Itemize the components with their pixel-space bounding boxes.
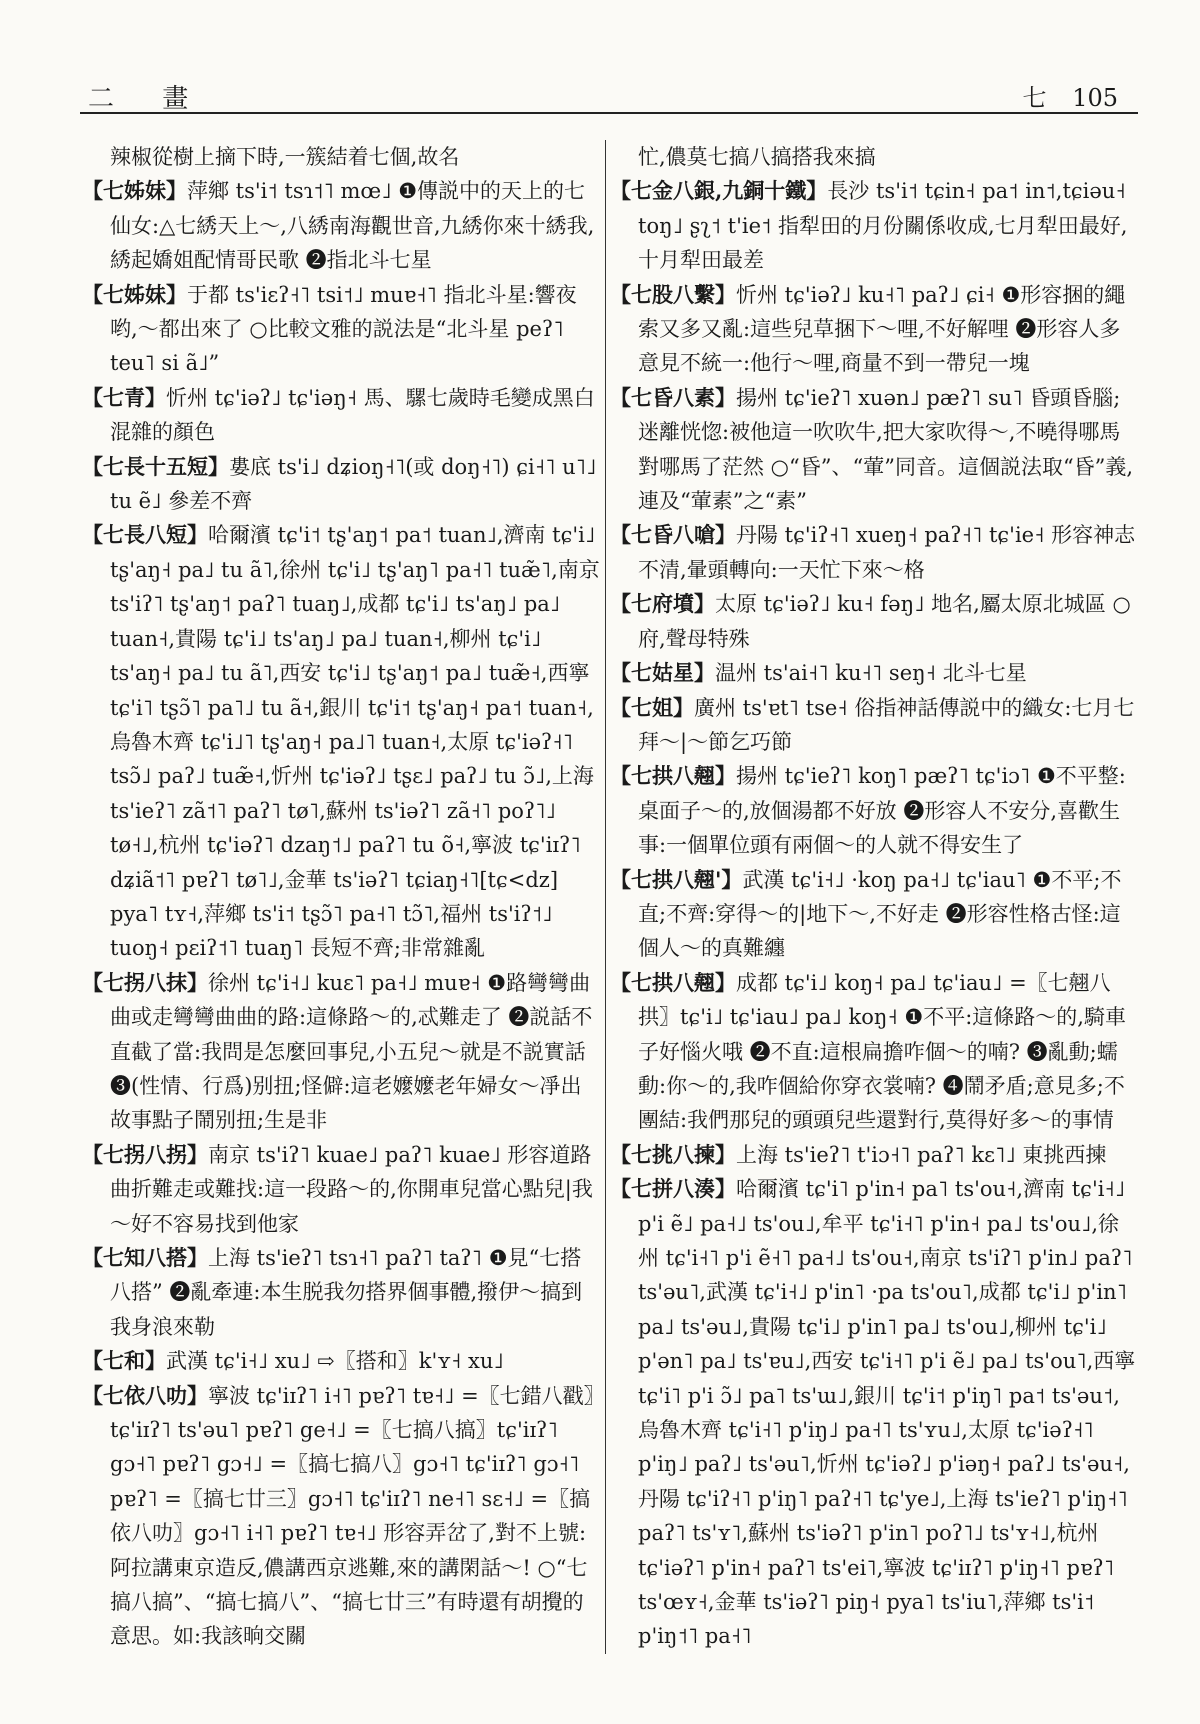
entry-headword: 【七姊妹】 <box>82 178 187 204</box>
column-divider <box>605 140 606 1654</box>
dictionary-entry <box>610 1172 1138 1654</box>
running-head <box>1023 78 1118 113</box>
entry-headword: 【七股八繫】 <box>610 281 736 307</box>
dictionary-entry <box>610 691 1138 760</box>
dictionary-entry <box>610 759 1138 862</box>
entry-headword: 【七長十五短】 <box>82 453 229 479</box>
entry-text: 于都 ts'iɛʔ˧˥ tsi˦˩ muɐ˧˥ 指北斗星:響夜哟,～都出來了 ○比較文雅的説法是“北斗星 peʔ˥ teu˥ si ã˩” <box>110 282 577 376</box>
section-title: 二 畫 <box>88 84 209 114</box>
entry-text: 南京 ts'iʔ˥ kuae˩ paʔ˥ kuae˩ 形容道路曲折難走或難找:這一段路～的,你開車兒當心點兒|我～好不容易找到他家 <box>110 1142 593 1236</box>
entry-text: 丹陽 tɕ'iʔ˧˥ xueŋ˧ paʔ˧˥ tɕ'ie˧ 形容神志不清,暈頭轉向:一天忙下來～格 <box>638 523 1136 582</box>
entry-text: 長沙 ts'i˦ tɕin˧ pa˦ in˦,tɕiəu˧ toŋ˩ ʂʅ˦ t'ie˦ 指犁田的月份關係收成,七月犁田最好,十月犁田最差 <box>638 179 1128 273</box>
entry-text: 萍鄉 ts'i˦ tsɿ˦˥ mœ˩ ❶傳説中的天上的七仙女:△七綉天上～,八綉南海觀世音,九綉你來十綉我,綉起嬌姐配情哥民歌 ❷指北斗七星 <box>110 179 595 273</box>
entry-headword: 【七姊妹】 <box>82 281 187 307</box>
dictionary-entry <box>610 174 1138 277</box>
right-column <box>610 140 1138 1654</box>
entry-text: 徐州 tɕ'i˧˩ kuɛ˥ pa˧˩ muɐ˧ ❶路彎彎曲曲或走彎彎曲曲的路:這條路～的,忒難走了 ❷説話不直截了當:我問是怎麼回事兒,小五兒～就是不説實話 ❸(性情、行爲)别扭;怪僻:這老嬤嬤老年婦女～凈出故事點子鬧别扭;生是非 <box>110 970 593 1133</box>
entry-text: 温州 ts'ai˧˥ ku˧˥ seŋ˧ 北斗七星 <box>715 661 1027 686</box>
entry-headword: 【七青】 <box>82 384 166 410</box>
entry-headword: 【七昏八素】 <box>610 384 736 410</box>
entry-text: 太原 tɕ'iəʔ˩ ku˧ fəŋ˩ 地名,屬太原北城區 ○府,聲母特殊 <box>638 592 1131 651</box>
entry-headword: 【七姑星】 <box>610 660 715 686</box>
entry-text: 忻州 tɕ'iəʔ˩ tɕ'iəŋ˧ 馬、騾七歲時毛變成黑白混雜的顏色 <box>110 385 595 445</box>
left-column <box>82 140 602 1654</box>
entry-text: 廣州 ts'ɐt˥ tse˧ 俗指神話傳説中的織女:七月七拜～|～節乞巧節 <box>638 695 1135 754</box>
entry-headword: 【七拼八湊】 <box>610 1176 736 1202</box>
entry-headword: 【七金八銀,九銅十鐵】 <box>610 178 828 204</box>
entry-text: 哈爾濱 tɕ'i˥ p'in˧ pa˥ ts'ou˧,濟南 tɕ'i˧˩ p'i ẽ˩ pa˧˩ ts'ou˩,牟平 tɕ'i˧˥ p'in˧ pa˩ ts'ou˩,徐州 tɕ'i˧˥ p'i ẽ˧˥ pa˧˩ ts'ou˧,南京 ts'iʔ˥ p'in˩ paʔ˥ ts'əu˥,武漢 tɕ'i˧˩ p'in˥ ·pa ts'ou˥,成都 tɕ'i˩ p'in˥ pa˩ ts'əu˩,貴陽 tɕ'i˩ p'in˥ pa˩ ts'ou˩,柳州 tɕ'i˩ p'ən˥ pa˩ ts'ɐu˩,西安 tɕ'i˧˥ p'i ẽ˩ pa˩ ts'ou˥,西寧 tɕ'i˥ p'i ɔ̃˩ pa˥ ts'ɯ˩,銀川 tɕ'i˦ p'iŋ˥ pa˦ ts'əu˦,烏魯木齊 tɕ'i˧˥ p'iŋ˩ pa˧˥ ts'ʏu˩,太原 tɕ'iəʔ˧˥ p'iŋ˩ paʔ˩ ts'əu˥,忻州 tɕ'iəʔ˩ p'iəŋ˧ paʔ˩ ts'əu˧,丹陽 tɕ'iʔ˧˥ p'iŋ˥ paʔ˧˥ tɕ'ye˩,上海 ts'ieʔ˥ p'iŋ˧˥ paʔ˥ ts'ʏ˥,蘇州 ts'iəʔ˥ p'in˥ poʔ˥˩ ts'ʏ˧˩,杭州 tɕ'iəʔ˥ p'in˧ paʔ˥ ts'ei˥,寧波 tɕ'iɪʔ˥ p'iŋ˧˥ pɐʔ˥ ts'œʏ˧,金華 ts'iəʔ˥ piŋ˧ pya˥ ts'iu˥,萍鄉 ts'i˦ p'iŋ˦˥ pa˧˥ <box>638 1177 1136 1649</box>
entry-text: 忻州 tɕ'iəʔ˩ ku˧˥ paʔ˩ ɕi˧ ❶形容捆的繩索又多又亂:這些兒草捆下～哩,不好解哩 ❷形容人多意見不統一:他行～哩,商量不到一帶兒一塊 <box>638 282 1126 376</box>
page-header <box>80 78 1138 114</box>
dictionary-entry <box>610 140 1138 174</box>
body-columns <box>82 140 1138 1704</box>
entry-text: 武漢 tɕ'i˧˩ xu˩ ⇨〖搭和〗k'ʏ˧ xu˩ <box>166 1349 504 1374</box>
entry-text: 婁底 ts'i˩ dʑioŋ˧˥(或 doŋ˧˥) ɕi˧˥ u˥˩ tu ẽ˩ 參差不齊 <box>110 454 597 514</box>
dictionary-entry <box>82 966 602 1138</box>
entry-headword: 【七拱八翹】 <box>610 763 736 789</box>
dictionary-entry <box>610 518 1138 587</box>
entry-headword: 【七依八叻】 <box>82 1382 208 1408</box>
entry-headword: 【七拐八拐】 <box>82 1141 208 1167</box>
entry-headword: 【七知八搭】 <box>82 1245 208 1270</box>
entry-text: 忙,儂莫七搞八搞搭我來搞 <box>638 145 876 169</box>
dictionary-entry <box>82 381 602 450</box>
entry-headword: 【七和】 <box>82 1348 166 1374</box>
entry-text: 上海 ts'ieʔ˥ tsɿ˧˥ paʔ˥ taʔ˥ ❶見“七搭八搭” ❷亂牽連:本生脱我勿搭界個事體,撥伊～搞到我身浪來勒 <box>110 1246 583 1339</box>
dictionary-entry <box>610 863 1138 966</box>
dictionary-entry <box>610 381 1138 519</box>
entry-headword: 【七長八短】 <box>82 522 208 548</box>
entry-text: 上海 ts'ieʔ˥ t'iɔ˧˥ paʔ˥ kɛ˥˩ 東挑西揀 <box>736 1142 1107 1167</box>
head-char: 七 <box>1022 84 1047 112</box>
dictionary-entry <box>610 278 1138 381</box>
entry-headword: 【七府墳】 <box>610 591 715 617</box>
entry-text: 武漢 tɕ'i˧˩ ·koŋ pa˧˩ tɕ'iau˥ ❶不平;不直;不齊:穿得～的|地下～,不好走 ❷形容性格古怪:這個人～的真難纏 <box>638 867 1122 961</box>
entry-headword: 【七拐八抹】 <box>82 969 208 995</box>
entry-text: 辣椒從樹上摘下時,一簇結着七個,故名 <box>110 145 460 169</box>
dictionary-entry <box>82 174 602 277</box>
dictionary-entry <box>82 1241 602 1344</box>
dictionary-entry <box>82 1344 602 1378</box>
dictionary-entry <box>82 450 602 519</box>
dictionary-entry <box>82 518 602 965</box>
dictionary-entry <box>610 656 1138 690</box>
entry-headword: 【七挑八揀】 <box>610 1141 736 1167</box>
dictionary-entry <box>82 1379 602 1654</box>
entry-text: 寧波 tɕ'iɪʔ˥ i˧˥ pɐʔ˥ tɐ˧˩ =〖七錯八戳〗tɕ'iɪʔ˥ ts'əu˥ pɐʔ˥ ge˧˩ =〖七搞八搞〗tɕ'iɪʔ˥ gɔ˧˥ pɐʔ˥ gɔ˧˩ =〖搞七搞八〗gɔ˧˥ tɕ'iɪʔ˥ gɔ˧˥ pɐʔ˥ =〖搞七廿三〗gɔ˧˥ tɕ'iɪʔ˥ ne˧˥ sɛ˧˩ =〖搞依八叻〗gɔ˧˥ i˧˥ pɐʔ˥ tɐ˧˩ 形容弄岔了,對不上號:阿拉講東京造反,儂講西京逃難,來的講閑話～! ○“七搞八搞”、“搞七搞八”、“搞七廿三”有時還有胡攪的意思。如:我該晌交關 <box>110 1383 595 1649</box>
entry-headword: 【七昏八嗆】 <box>610 522 736 548</box>
dictionary-entry <box>610 1138 1138 1172</box>
dictionary-entry <box>82 140 602 174</box>
entry-text: 揚州 tɕ'ieʔ˥ koŋ˥ pæʔ˥ tɕ'iɔ˥ ❶不平整:桌面子～的,放個湯都不好放 ❷形容人不安分,喜歡生事:一個單位頭有兩個～的人就不得安生了 <box>638 764 1126 858</box>
entry-headword: 【七姐】 <box>610 694 694 720</box>
dictionary-entry <box>610 587 1138 656</box>
page-number: 105 <box>1072 84 1118 112</box>
entry-text: 揚州 tɕ'ieʔ˥ xuən˩ pæʔ˥ su˥ 昏頭昏腦;迷離恍惚:被他這一吹吹牛,把大家吹得～,不曉得哪馬對哪馬了茫然 ○“昏”、“葷”同音。這個説法取“昏”義,連及“葷素”之“素” <box>638 385 1134 514</box>
dictionary-entry <box>82 1138 602 1241</box>
dictionary-entry <box>610 966 1138 1138</box>
entry-text: 成都 tɕ'i˩ koŋ˧ pa˩ tɕ'iau˩ =〖七翹八拱〗tɕ'i˩ tɕ'iau˩ pa˩ koŋ˧ ❶不平:這條路～的,騎車子好惱火哦 ❷不直:這根扁擔咋個～的喃? ❸亂動;蠕動:你～的,我咋個給你穿衣裳喃? ❹鬧矛盾;意見多;不團結:我們那兒的頭頭兒些還對行,莫得好多～的事情 <box>638 970 1126 1133</box>
dictionary-entry <box>82 278 602 381</box>
entry-headword: 【七拱八翹'】 <box>610 866 743 892</box>
entry-text: 哈爾濱 tɕ'i˦ tʂ'aŋ˦ pa˦ tuan˩,濟南 tɕ'i˩ tʂ'aŋ˧ pa˩ tu ã˥,徐州 tɕ'i˩ tʂ'aŋ˥ pa˧˥ tuæ̃˥,南京 ts'iʔ˥ tʂ'aŋ˦ paʔ˥ tuaŋ˩,成都 tɕ'i˩ ts'aŋ˩ pa˩ tuan˧,貴陽 tɕ'i˩ ts'aŋ˩ pa˩ tuan˧,柳州 tɕ'i˩ ts'aŋ˧ pa˩ tu ã˥,西安 tɕ'i˩ tʂ'aŋ˦ pa˩ tuæ̃˧,西寧 tɕ'i˥ tʂɔ̃˥ pa˥˩ tu ã˧,銀川 tɕ'i˦ tʂ'aŋ˧ pa˦ tuan˧,烏魯木齊 tɕ'i˩˥ tʂ'aŋ˧ pa˩˥ tuan˧,太原 tɕ'iəʔ˧˥ tsɔ̃˩ paʔ˩ tuæ̃˧,忻州 tɕ'iəʔ˩ tʂɛ˩ paʔ˩ tu ɔ̃˩,上海 ts'ieʔ˥ zã˦˥ paʔ˥ tø˥,蘇州 ts'iəʔ˥ zã˧˥ poʔ˥˩ tø˧˩,杭州 tɕ'iəʔ˥ dzaŋ˦˩ paʔ˥ tu õ˧,寧波 tɕ'iɪʔ˥ dʑiã˦˥ pɐʔ˥ tø˥˩,金華 ts'iəʔ˥ tɕiaŋ˧˥[tɕ<dz] pya˥ tʏ˧,萍鄉 ts'i˦ tʂɔ̃˥ pa˧˥ tɔ̃˥,福州 ts'iʔ˦˩ tuoŋ˧ pɛiʔ˦˥ tuaŋ˥ 長短不齊;非常雜亂 <box>110 523 600 961</box>
entry-headword: 【七拱八翹】 <box>610 969 736 995</box>
